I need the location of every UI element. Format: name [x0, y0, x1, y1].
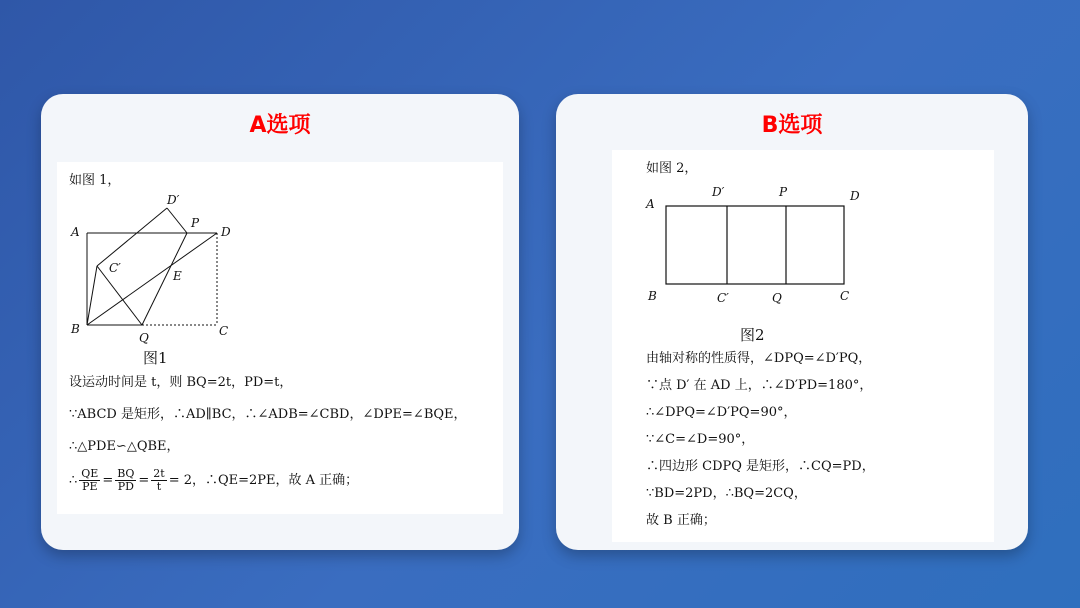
- line-8: 故 B 正确；: [646, 513, 716, 528]
- line-1: 如图 2，: [646, 161, 698, 176]
- label-B: B: [71, 322, 80, 336]
- line-1: 如图 1，: [69, 173, 121, 188]
- label-P: P: [779, 185, 788, 199]
- line-5: ∴ $\frac{QE}{PE}$ = $\frac{BQ}{PD}$ = $\frac{2t}{t}$ = 2，∴QE=2PE，故 A 正确；: [69, 467, 359, 493]
- option-b-title: B选项: [761, 113, 823, 138]
- label-B: B: [648, 289, 657, 303]
- line-5: ∵∠C=∠D=90°，: [646, 432, 755, 447]
- label-D: D: [221, 225, 231, 239]
- label-D: D: [850, 189, 860, 203]
- label-Dp: D′: [712, 185, 725, 199]
- option-a-card: [41, 94, 519, 550]
- line-4: ∴△PDE∽△QBE，: [69, 439, 180, 454]
- line-2: 设运动时间是 t，则 BQ=2t，PD=t，: [69, 375, 293, 390]
- label-A: A: [646, 197, 655, 211]
- figure-2: [642, 182, 882, 312]
- label-Dp: D′: [167, 193, 180, 207]
- line-3: ∵ABCD 是矩形，∴AD∥BC，∴∠ADB=∠CBD，∠DPE=∠BQE，: [69, 407, 467, 422]
- therefore-symbol: ∴: [69, 473, 78, 488]
- figure-1: [57, 190, 257, 365]
- fraction-bq-pd: $\frac{BQ}{PD}$: [117, 467, 135, 493]
- label-Q: Q: [772, 291, 782, 305]
- label-E: E: [173, 269, 182, 283]
- option-a-solution: [57, 162, 503, 514]
- figure-2-caption: 图2: [740, 326, 765, 344]
- option-a-title: A选项: [249, 113, 311, 138]
- label-A: A: [71, 225, 80, 239]
- option-b-card: [556, 94, 1028, 550]
- line-6: ∴四边形 CDPQ 是矩形，∴CQ=PD，: [646, 459, 875, 474]
- line-7: ∵BD=2PD，∴BQ=2CQ，: [646, 486, 807, 501]
- option-b-solution: [612, 150, 994, 542]
- line-4: ∴∠DPQ=∠D′PQ=90°，: [646, 405, 797, 420]
- label-C: C: [219, 324, 229, 338]
- fraction-2t-t: $\frac{2t}{t}$: [153, 467, 165, 493]
- line-2: 由轴对称的性质得，∠DPQ=∠D′PQ，: [646, 351, 872, 366]
- line-3: ∵点 D′ 在 AD 上，∴∠D′PD=180°，: [646, 378, 873, 393]
- label-P: P: [191, 216, 200, 230]
- label-Q: Q: [139, 331, 149, 345]
- fraction-qe-pe: $\frac{QE}{PE}$: [81, 467, 99, 493]
- label-C: C: [840, 289, 850, 303]
- line-5-suffix: = 2，∴QE=2PE，故 A 正确；: [168, 473, 359, 488]
- label-Cp: C′: [717, 291, 729, 305]
- label-Cp: C′: [109, 261, 121, 275]
- figure-1-caption: 图1: [143, 349, 168, 367]
